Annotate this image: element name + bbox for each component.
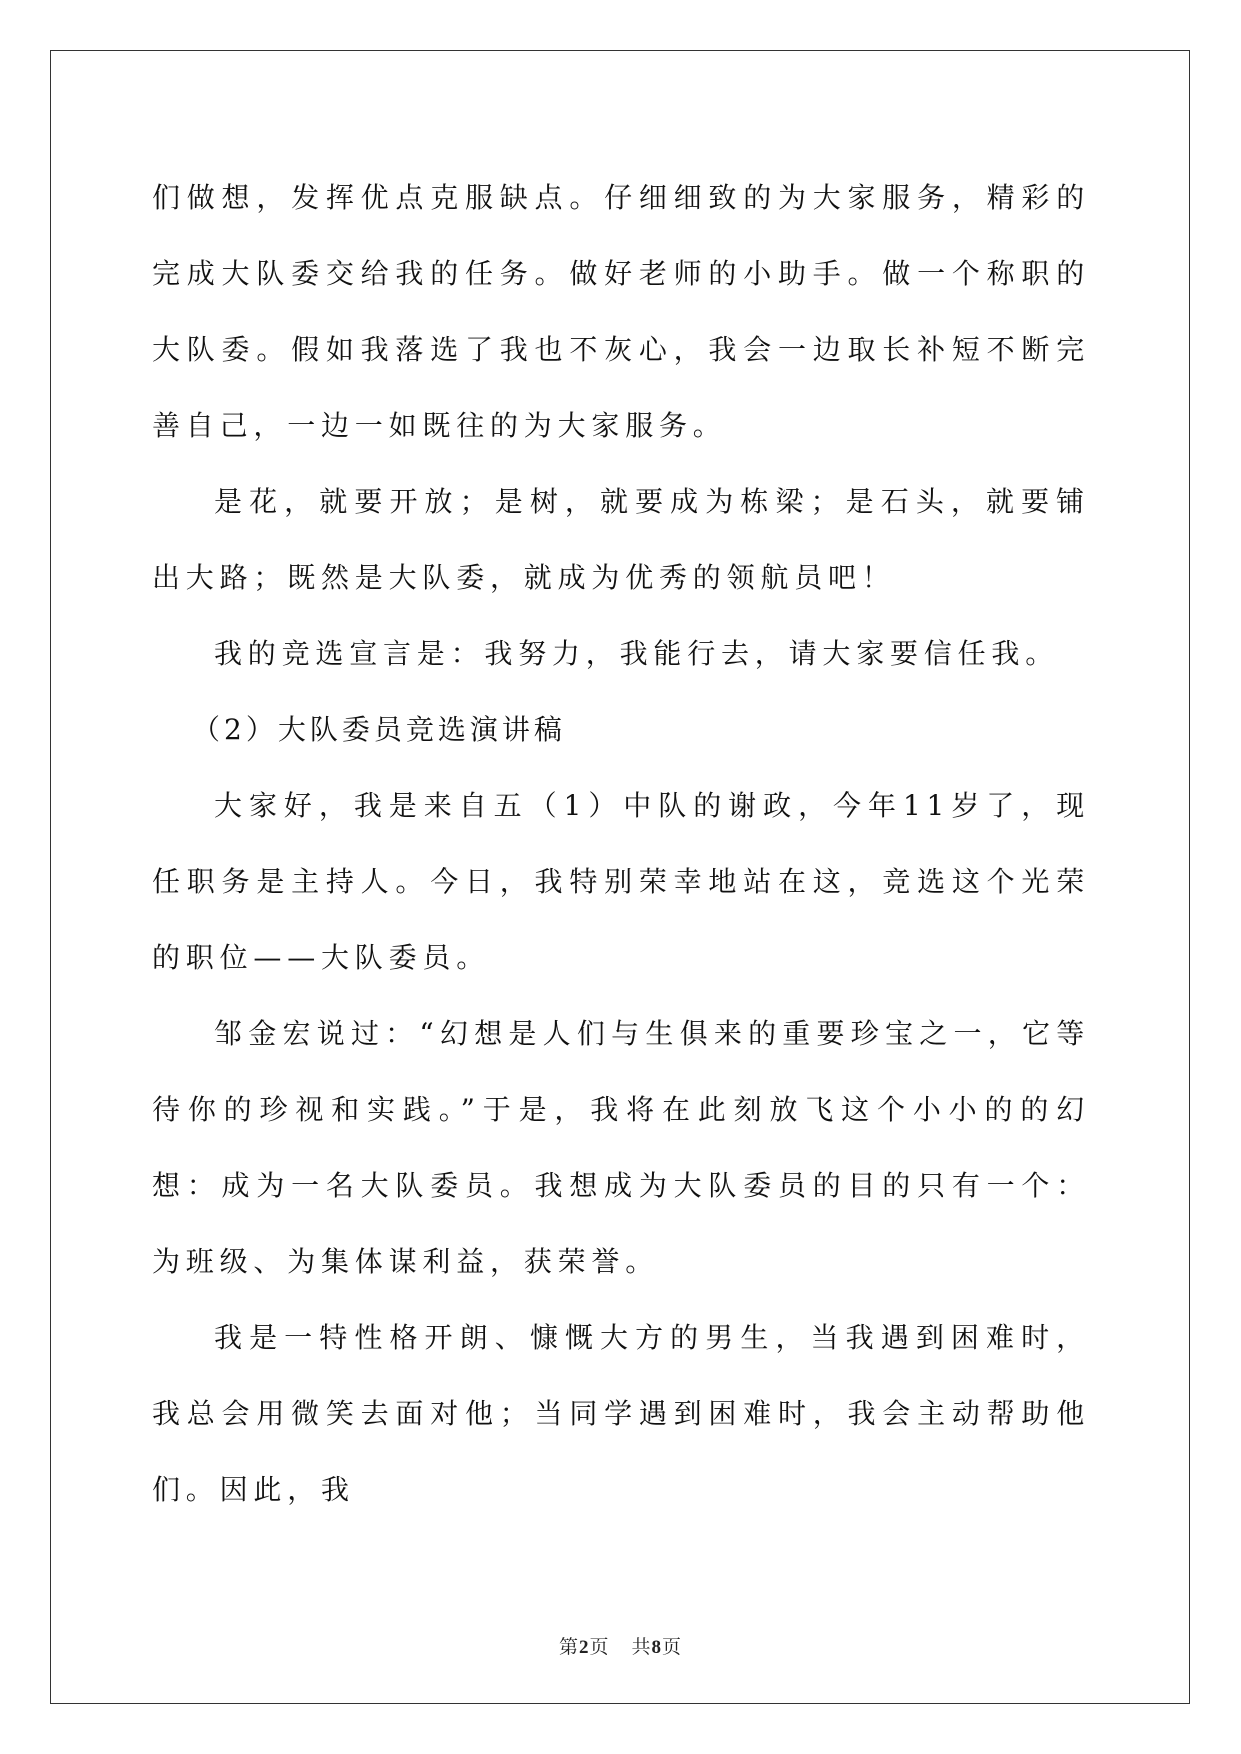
paragraph-quote: 邹金宏说过：“幻想是人们与生俱来的重要珍宝之一，它等待你的珍视和实践。”于是，我将在此刻放飞这个小小的的幻想：成为一名大队委员。我想成为大队委员的目的只有一个：为班级、为集体谋利益，获荣誉。 [152, 1017, 1090, 1278]
page-footer [0, 1632, 1241, 1659]
paragraph-declaration: 我的竞选宣言是：我努力，我能行去，请大家要信任我。 [214, 637, 1060, 670]
section-heading: （2）大队委员竞选演讲稿 [192, 713, 566, 746]
page-unit: 页 [589, 1636, 610, 1658]
total-page-number: 8 [651, 1637, 663, 1658]
paragraph-introduction: 大家好，我是来自五（1）中队的谢政，今年11岁了，现任职务是主持人。今日，我特别荣幸地站在这，竞选这个光荣的职位——大队委员。 [152, 789, 1090, 974]
total-unit: 页 [662, 1636, 683, 1658]
page-prefix: 第 [558, 1636, 579, 1658]
current-page-number: 2 [578, 1637, 590, 1658]
paragraph-metaphor: 是花，就要开放；是树，就要成为栋梁；是石头，就要铺出大路；既然是大队委，就成为优秀的领航员吧！ [152, 485, 1090, 594]
paragraph-personality: 我是一特性格开朗、慷慨大方的男生，当我遇到困难时，我总会用微笑去面对他；当同学遇到困难时，我会主动帮助他们。因此，我 [152, 1321, 1090, 1506]
total-prefix: 共 [631, 1636, 652, 1658]
paragraph-continuation: 们做想，发挥优点克服缺点。仔细细致的为大家服务，精彩的完成大队委交给我的任务。做好老师的小助手。做一个称职的大队委。假如我落选了我也不灰心，我会一边取长补短不断完善自己，一边一如既往的为大家服务。 [152, 181, 1090, 442]
document-body [152, 160, 1090, 1528]
